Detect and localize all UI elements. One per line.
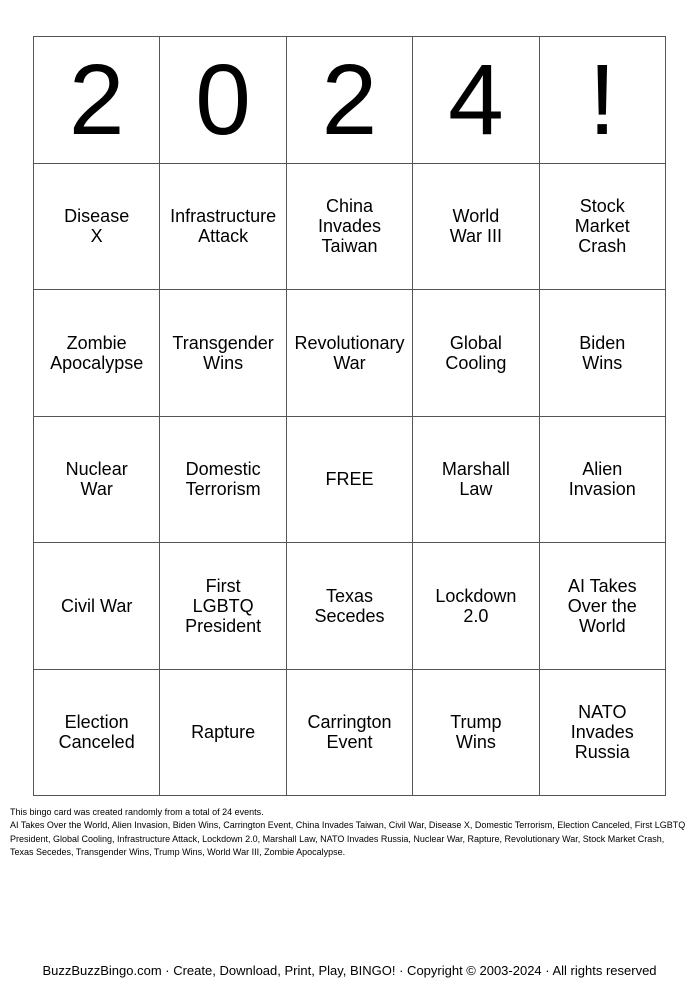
- square-text: Lockdown 2.0: [435, 585, 517, 626]
- square-text: China Invades Taiwan: [317, 196, 382, 257]
- square-text: Rapture: [191, 722, 256, 743]
- bingo-square: [160, 290, 286, 417]
- bingo-square: [540, 543, 666, 670]
- square-text: Trump Wins: [450, 712, 502, 753]
- bingo-square: [34, 164, 160, 291]
- bingo-square: [287, 164, 413, 291]
- header-cell: [540, 37, 666, 164]
- bingo-square: [287, 543, 413, 670]
- bingo-card: [33, 36, 666, 796]
- square-text: FREE: [325, 469, 374, 490]
- card-info-text: This bingo card was created randomly from a total of 24 events.: [10, 807, 264, 817]
- bingo-square: [540, 164, 666, 291]
- square-text: World War III: [449, 206, 503, 247]
- bingo-square: [540, 290, 666, 417]
- bingo-square: [413, 290, 539, 417]
- square-text: AI Takes Over the World: [567, 575, 637, 636]
- header-cell: [34, 37, 160, 164]
- header-letter: 4: [448, 43, 504, 156]
- square-text: First LGBTQ President: [185, 575, 262, 636]
- bingo-square: [287, 670, 413, 797]
- square-text: Revolutionary War: [294, 332, 405, 373]
- bingo-square: [540, 670, 666, 797]
- square-text: Zombie Apocalypse: [50, 332, 144, 373]
- bingo-square: [160, 417, 286, 544]
- square-text: Nuclear War: [65, 459, 128, 500]
- bingo-square: [34, 290, 160, 417]
- header-cell: [160, 37, 286, 164]
- square-text: Election Canceled: [58, 712, 135, 753]
- header-cell: [287, 37, 413, 164]
- bingo-square: [34, 670, 160, 797]
- square-text: Alien Invasion: [568, 459, 636, 500]
- header-letter: 2: [321, 43, 378, 156]
- square-text: NATO Invades Russia: [570, 702, 634, 763]
- header-letter: !: [588, 43, 617, 156]
- bingo-square: [287, 290, 413, 417]
- square-text: Stock Market Crash: [574, 196, 630, 257]
- bingo-square: [413, 417, 539, 544]
- bingo-square: [413, 670, 539, 797]
- site-footer: BuzzBuzzBingo.com · Create, Download, Print, Play, BINGO! · Copyright © 2003-2024 · All rights reserved: [42, 963, 657, 978]
- bingo-square: [34, 417, 160, 544]
- square-text: Marshall Law: [441, 459, 510, 500]
- square-text: Disease X: [64, 206, 130, 247]
- bingo-square: [413, 543, 539, 670]
- header-letter: 2: [68, 43, 125, 156]
- header-letter: 0: [195, 43, 251, 156]
- square-text: Civil War: [61, 595, 133, 616]
- square-text: Global Cooling: [445, 332, 507, 373]
- square-text: Infrastructure Attack: [170, 206, 277, 247]
- bingo-square: [540, 417, 666, 544]
- bingo-square: [413, 164, 539, 291]
- bingo-square: [160, 670, 286, 797]
- bingo-square: [34, 543, 160, 670]
- free-square: [287, 417, 413, 544]
- square-text: Domestic Terrorism: [185, 459, 261, 500]
- square-text: Transgender Wins: [172, 332, 274, 373]
- bingo-square: [160, 543, 286, 670]
- event-list-text: AI Takes Over the World, Alien Invasion, Biden Wins, Carrington Event, China Invades Taiwan, Civil War, Disease X, Domestic Terrorism, Election Canceled, First LGBTQ President, Global Cooling, Infrastructure Attack, Lockdown 2.0, Marshall Law, NATO Invades Russia, Nuclear War, Rapture, Revolutionary War, Stock Market Crash, Texas Secedes, Transgender Wins, Trump Wins, World War III, Zombie Apocalypse.: [10, 820, 686, 857]
- square-text: Texas Secedes: [314, 585, 385, 626]
- bingo-square: [160, 164, 286, 291]
- square-text: Biden Wins: [579, 332, 626, 373]
- square-text: Carrington Event: [307, 712, 392, 753]
- header-cell: [413, 37, 539, 164]
